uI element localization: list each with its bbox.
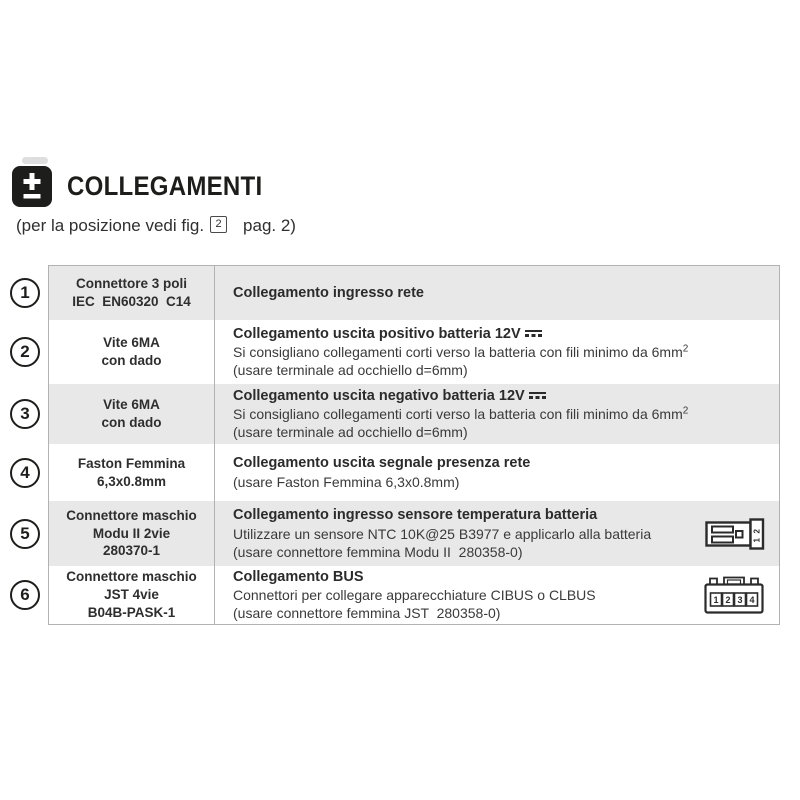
description-cell	[215, 320, 779, 384]
description-title: Collegamento BUS	[233, 568, 364, 585]
connector-line: Faston Femmina	[77, 455, 186, 471]
connector-cell	[49, 266, 215, 320]
section-header	[12, 166, 287, 207]
connector-line: Connettore 3 poli	[76, 276, 187, 292]
connector-line: Vite 6MA	[103, 335, 160, 351]
connector-line: 6,3x0.8mm	[96, 473, 167, 489]
table-row	[20, 266, 779, 320]
subtitle-suffix: pag. 2)	[243, 216, 296, 235]
table-row	[20, 320, 779, 384]
table-row	[20, 444, 779, 501]
position-reference-note	[16, 216, 296, 236]
description-cell	[215, 266, 779, 320]
row-number-badge: 3	[10, 399, 40, 429]
connector-line: 280370-1	[102, 543, 161, 559]
figure-reference-box: 2	[210, 216, 227, 233]
connector-cell	[49, 444, 215, 501]
page-crop-artifact	[22, 157, 48, 164]
pin-label: 1	[752, 537, 762, 542]
description-line: Connettori per collegare apparecchiature CIBUS o CLBUS	[233, 587, 596, 604]
row-number-badge: 4	[10, 458, 40, 488]
connector-line: Vite 6MA	[103, 397, 160, 413]
connector-line: Modu II 2vie	[92, 525, 171, 541]
description-title: Collegamento uscita negativo batteria 12V	[233, 387, 693, 406]
row-number-badge: 5	[10, 519, 40, 549]
description-cell	[215, 384, 779, 444]
plus-minus-icon	[12, 166, 52, 207]
description-title: Collegamento uscita positivo batteria 12V	[233, 325, 693, 344]
row-number-badge: 1	[10, 278, 40, 308]
connector-line: JST 4vie	[104, 587, 159, 603]
connector-line: B04B-PASK-1	[87, 604, 176, 620]
description-title: Collegamento ingresso sensore temperatura batteria	[233, 507, 598, 524]
description-line: Si consigliano collegamenti corti verso la batteria con fili minimo da $6mm^2$	[233, 343, 689, 361]
description-line: (usare connettore femmina Modu II 280358-0)	[233, 543, 523, 560]
pin-label: 4	[749, 595, 755, 605]
description-line: Si consigliano collegamenti corti verso la batteria con fili minimo da $6mm^2$	[233, 405, 689, 423]
connections-table	[20, 265, 780, 625]
connector-cell	[49, 501, 215, 566]
description-cell	[215, 501, 779, 566]
connector-line: con dado	[101, 353, 162, 368]
row-number-badge: 2	[10, 337, 40, 367]
dc-current-symbol-icon	[525, 328, 542, 338]
description-cell	[215, 566, 779, 624]
modu-2pin-connector-icon	[705, 518, 765, 550]
pin-label: 1	[713, 595, 719, 605]
dc-current-symbol-icon	[529, 390, 546, 400]
description-cell	[215, 444, 779, 501]
connector-cell	[49, 566, 215, 624]
row-number-badge: 6	[10, 580, 40, 610]
connector-cell	[49, 384, 215, 444]
description-line: (usare terminale ad occhiello d=6mm)	[233, 362, 468, 379]
connector-cell	[49, 320, 215, 384]
description-title: Collegamento uscita segnale presenza rete	[233, 455, 531, 472]
pin-label: 2	[752, 528, 762, 533]
pin-label: 2	[725, 595, 731, 605]
connector-line: Connettore maschio	[66, 569, 197, 585]
connector-line: con dado	[101, 415, 162, 430]
table-row	[20, 566, 779, 624]
description-title: Collegamento ingresso rete	[233, 284, 424, 301]
table-row	[20, 384, 779, 444]
page-title: COLLEGAMENTI	[67, 171, 263, 201]
superscript: 2	[682, 343, 689, 355]
pin-label: 3	[737, 595, 743, 605]
description-line: Utilizzare un sensore NTC 10K@25 B3977 e applicarlo alla batteria	[233, 525, 652, 542]
description-line: (usare terminale ad occhiello d=6mm)	[233, 424, 468, 441]
connector-line: Connettore maschio	[66, 507, 197, 523]
superscript: 2	[682, 405, 689, 417]
description-line: (usare Faston Femmina 6,3x0.8mm)	[233, 473, 460, 490]
description-line: (usare connettore femmina JST 280358-0)	[233, 605, 501, 622]
subtitle-prefix: (per la posizione vedi fig.	[16, 216, 205, 235]
table-row	[20, 501, 779, 566]
connector-line: IEC EN60320 C14	[72, 294, 191, 309]
jst-4pin-connector-icon	[703, 576, 765, 615]
